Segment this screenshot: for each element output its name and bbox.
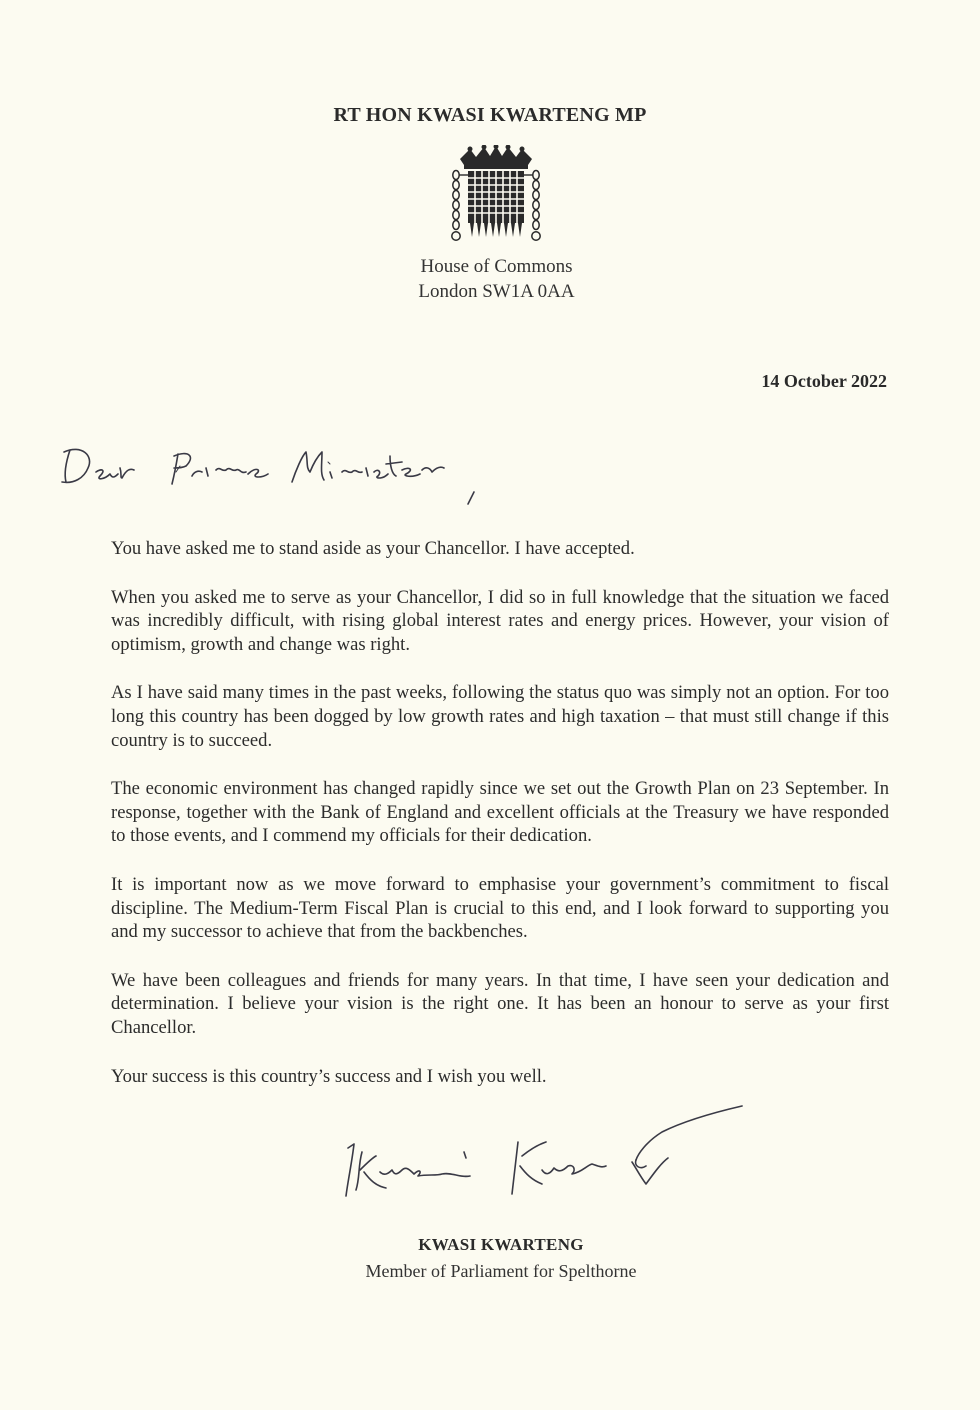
letterhead-address bbox=[0, 254, 980, 304]
signatory-name-text: KWASI KWARTENG bbox=[418, 1235, 584, 1254]
body-paragraph-1: You have asked me to stand aside as your Chancellor. I have accepted. bbox=[111, 538, 635, 559]
body-paragraph-2: When you asked me to serve as your Chancellor, I did so in full knowledge that the situation we faced was incredibly difficult, with rising global interest rates and energy prices. However, your vision of optimism, growth and change was right. bbox=[111, 586, 889, 655]
signatory-name bbox=[0, 1235, 980, 1255]
body-paragraph-4: The economic environment has changed rapidly since we set out the Growth Plan on 23 September. In response, together with the Bank of England and excellent officials at the Treasury we have responded to those events, and I commend my officials for their dedication. bbox=[111, 778, 889, 847]
signatory-role-text: Member of Parliament for Spelthorne bbox=[365, 1261, 637, 1281]
signatory-role bbox=[0, 1261, 980, 1282]
letterhead-name: RT HON KWASI KWARTENG MP bbox=[333, 104, 647, 126]
handwritten-salutation bbox=[56, 438, 496, 510]
body-paragraph-6: We have been colleagues and friends for many years. In that time, I have seen your dedication and determination. I believe your vision is the right one. It has been an honour to serve as your first Chancellor. bbox=[111, 969, 889, 1038]
body-paragraph-7: Your success is this country’s success and I wish you well. bbox=[111, 1065, 547, 1087]
handwritten-signature bbox=[336, 1100, 756, 1210]
letter-body bbox=[111, 537, 889, 1113]
portcullis-icon bbox=[446, 145, 546, 251]
body-paragraph-3: As I have said many times in the past weeks, following the status quo was simply not an option. For too long this country has been dogged by low growth rates and high taxation – that must still change if this country is to succeed. bbox=[111, 682, 889, 751]
address-line-1: House of Commons bbox=[420, 256, 573, 277]
address-line-2: London SW1A 0AA bbox=[418, 281, 575, 302]
body-paragraph-5: It is important now as we move forward to emphasise your government’s commitment to fiscal discipline. The Medium-Term Fiscal Plan is crucial to this end, and I look forward to supporting you and my successor to achieve that from the backbenches. bbox=[111, 873, 889, 943]
letter-date: 14 October 2022 bbox=[761, 371, 887, 391]
